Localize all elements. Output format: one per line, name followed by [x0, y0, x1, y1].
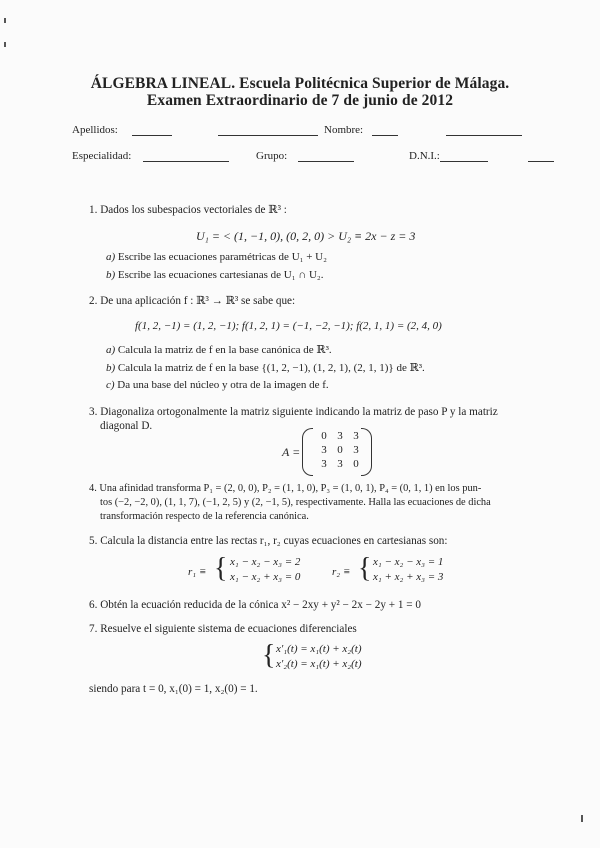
matrix-cell: 3 — [321, 458, 327, 470]
especialidad-label: Especialidad: — [72, 150, 132, 162]
nombre-field-2[interactable] — [446, 135, 522, 136]
scan-mark — [4, 18, 6, 23]
problem-4-statement-3: transformación respecto de la referencia canónica. — [100, 511, 309, 522]
item-text: Calcula la matriz de f en la base {(1, 2, −1), (1, 2, 1), (2, 1, 1)} de ℝ³. — [117, 362, 425, 374]
item-text: Calcula la matriz de f en la base canónica de ℝ³. — [117, 344, 332, 356]
problem-2a — [106, 343, 332, 356]
problem-1b — [106, 269, 324, 281]
item-label: b) — [106, 269, 116, 281]
problem-2-equation: f(1, 2, −1) = (1, 2, −1); f(1, 2, 1) = (−1, −2, −1); f(2, 1, 1) = (2, 4, 0) — [135, 320, 442, 332]
r1-brace: { — [214, 553, 228, 584]
matrix-cell: 0 — [321, 430, 327, 442]
left-paren — [302, 428, 313, 476]
exam-title: ÁLGEBRA LINEAL. Escuela Politécnica Superior de Málaga. — [90, 75, 510, 92]
system-brace: { — [262, 640, 276, 671]
exam-subtitle: Examen Extraordinario de 7 de junio de 2012 — [146, 92, 454, 109]
matrix-a — [302, 428, 372, 474]
matrix-cell: 3 — [337, 430, 343, 442]
matrix-row — [316, 430, 364, 442]
matrix-row — [316, 444, 364, 456]
problem-1-statement: 1. Dados los subespacios vectoriales de ℝ³ : — [89, 204, 287, 216]
initial-condition: siendo para t = 0, x₁(0) = 1, x₂(0) = 1. — [89, 683, 258, 695]
scan-mark — [581, 815, 583, 822]
dni-field[interactable] — [440, 161, 488, 162]
apellidos-label: Apellidos: — [72, 124, 118, 136]
problem-7-statement: 7. Resuelve el siguiente sistema de ecuaciones diferenciales — [89, 623, 357, 635]
matrix-cell: 3 — [353, 444, 359, 456]
problem-4-statement-2: tos (−2, −2, 0), (1, 1, 7), (−1, 2, 5) y (2, −1, 5), respectivamente. Halla las ecuaciones de dicha — [100, 497, 491, 508]
problem-3-statement-2: diagonal D. — [100, 420, 153, 432]
r2-eq2: x₁ + x₂ + x₃ = 3 — [373, 571, 444, 583]
item-label: a) — [106, 251, 116, 263]
diff-eq-1: x′₁(t) = x₁(t) + x₂(t) — [276, 643, 362, 655]
r2-eq1: x₁ − x₂ − x₃ = 1 — [373, 556, 444, 568]
matrix-row — [316, 458, 364, 470]
item-text: Escribe las ecuaciones paramétricas de U₁ + U₂ — [117, 251, 327, 263]
scan-mark — [4, 42, 6, 47]
apellidos-field-2[interactable] — [218, 135, 318, 136]
nombre-field[interactable] — [372, 135, 398, 136]
problem-1a — [106, 251, 327, 263]
matrix-cell: 3 — [353, 430, 359, 442]
problem-6-statement: 6. Obtén la ecuación reducida de la cónica x² − 2xy + y² − 2x − 2y + 1 = 0 — [89, 599, 421, 611]
nombre-label: Nombre: — [324, 124, 364, 136]
especialidad-field[interactable] — [143, 161, 229, 162]
r2-brace: { — [358, 553, 372, 584]
item-text: Escribe las ecuaciones cartesianas de U₁ ∩ U₂. — [117, 269, 324, 281]
matrix-cell: 0 — [337, 444, 343, 456]
item-label: c) — [106, 379, 115, 391]
item-label: b) — [106, 362, 116, 374]
item-label: a) — [106, 344, 116, 356]
problem-3-statement: 3. Diagonaliza ortogonalmente la matriz siguiente indicando la matriz de paso P y la matriz — [89, 406, 498, 418]
apellidos-field[interactable] — [132, 135, 172, 136]
matrix-label: A = — [282, 445, 301, 459]
r2-label: r₂ ≡ — [332, 566, 351, 578]
problem-1-equation: U₁ = < (1, −1, 0), (0, 2, 0) > U₂ ≡ 2x − z = 3 — [196, 229, 416, 243]
problem-2c — [106, 379, 329, 391]
dni-field-2[interactable] — [528, 161, 554, 162]
matrix-cell: 0 — [353, 458, 359, 470]
matrix-cell: 3 — [337, 458, 343, 470]
dni-label: D.N.I.: — [409, 150, 440, 162]
problem-4-statement: 4. Una afinidad transforma P₁ = (2, 0, 0), P₂ = (1, 1, 0), P₃ = (1, 0, 1), P₄ = (0, 1, 1) en los pun- — [89, 483, 482, 494]
matrix-cell: 3 — [321, 444, 327, 456]
grupo-field[interactable] — [298, 161, 354, 162]
r1-eq1: x₁ − x₂ − x₃ = 2 — [230, 556, 301, 568]
item-text: Da una base del núcleo y otra de la imagen de f. — [117, 379, 329, 391]
r1-eq2: x₁ − x₂ + x₃ = 0 — [230, 571, 301, 583]
problem-2-statement: 2. De una aplicación f : ℝ³ → ℝ³ se sabe que: — [89, 295, 296, 307]
problem-5-statement: 5. Calcula la distancia entre las rectas r₁, r₂ cuyas ecuaciones en cartesianas son: — [89, 535, 448, 547]
r1-label: r₁ ≡ — [188, 566, 207, 578]
grupo-label: Grupo: — [256, 150, 288, 162]
problem-2b — [106, 361, 425, 374]
diff-eq-2: x′₂(t) = x₁(t) + x₂(t) — [276, 658, 362, 670]
